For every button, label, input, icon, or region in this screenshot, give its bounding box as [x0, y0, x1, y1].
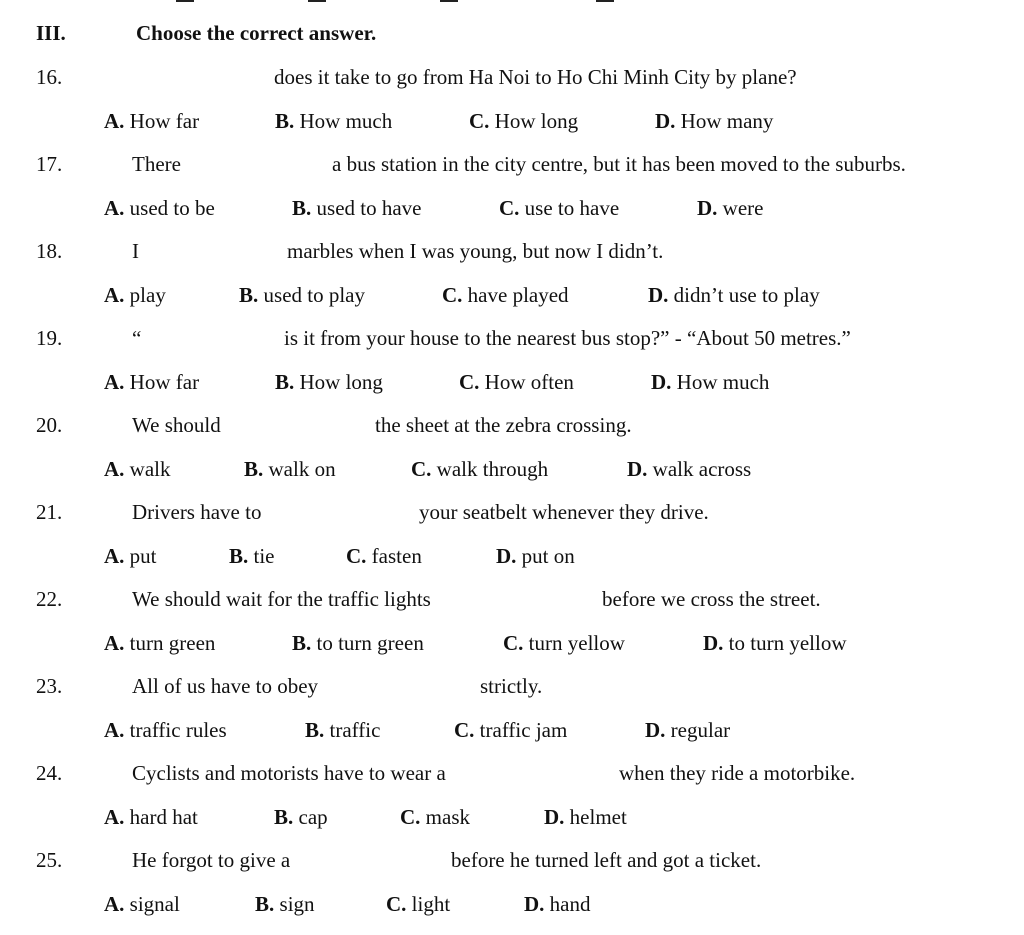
section-title: Choose the correct answer.: [136, 21, 377, 45]
question-22: [0, 587, 1024, 674]
question-text-before-blank: Drivers have to: [132, 500, 262, 524]
question-19: [0, 326, 1024, 413]
question-17: [0, 152, 1024, 239]
question-number: 23.: [36, 674, 63, 698]
option-a[interactable]: A. walk: [104, 457, 171, 481]
section-number: III.: [36, 21, 66, 45]
option-a[interactable]: A. How far: [104, 109, 200, 133]
question-number: 21.: [36, 500, 63, 524]
option-a[interactable]: A. How far: [104, 370, 200, 394]
question-24: [0, 761, 1024, 848]
question-number: 20.: [36, 413, 63, 437]
question-number: 16.: [36, 65, 63, 89]
question-text-before-blank: There: [132, 152, 181, 176]
question-text-after-blank: before he turned left and got a ticket.: [451, 848, 762, 872]
option-a[interactable]: A. signal: [104, 892, 180, 916]
question-stem: [0, 587, 1024, 615]
option-d[interactable]: D. hand: [524, 892, 591, 916]
option-a[interactable]: A. traffic rules: [104, 718, 227, 742]
question-25: [0, 848, 1024, 935]
option-b[interactable]: B. tie: [229, 544, 275, 568]
question-text-after-blank: your seatbelt whenever they drive.: [419, 500, 709, 524]
option-d[interactable]: D. walk across: [627, 457, 752, 481]
options-row: [0, 370, 1024, 398]
cutoff-line: [440, 0, 458, 2]
question-text-after-blank: the sheet at the zebra crossing.: [375, 413, 632, 437]
question-23: [0, 674, 1024, 761]
question-stem: [0, 674, 1024, 702]
section-header: [0, 21, 1024, 49]
option-c[interactable]: C. have played: [442, 283, 569, 307]
option-a[interactable]: A. hard hat: [104, 805, 198, 829]
question-stem: [0, 152, 1024, 180]
options-row: [0, 283, 1024, 311]
question-number: 24.: [36, 761, 63, 785]
question-stem: [0, 239, 1024, 267]
option-a[interactable]: A. put: [104, 544, 157, 568]
cutoff-line: [308, 0, 326, 2]
option-a[interactable]: A. play: [104, 283, 166, 307]
option-c[interactable]: C. light: [386, 892, 451, 916]
option-c[interactable]: C. How long: [469, 109, 579, 133]
question-text-before-blank: All of us have to obey: [132, 674, 319, 698]
question-text-before-blank: He forgot to give a: [132, 848, 291, 872]
option-d[interactable]: D. put on: [496, 544, 575, 568]
question-text-after-blank: when they ride a motorbike.: [619, 761, 856, 785]
options-row: [0, 109, 1024, 137]
question-number: 17.: [36, 152, 63, 176]
question-stem: [0, 65, 1024, 93]
question-text-after-blank: before we cross the street.: [602, 587, 821, 611]
options-row: [0, 805, 1024, 833]
option-c[interactable]: C. How often: [459, 370, 574, 394]
option-c[interactable]: C. fasten: [346, 544, 422, 568]
question-number: 19.: [36, 326, 63, 350]
question-stem: [0, 326, 1024, 354]
cutoff-line: [596, 0, 614, 2]
question-text-after-blank: marbles when I was young, but now I didn’t.: [287, 239, 664, 263]
option-d[interactable]: D. How many: [655, 109, 774, 133]
question-text-before-blank: We should: [132, 413, 221, 437]
options-row: [0, 196, 1024, 224]
question-21: [0, 500, 1024, 587]
option-b[interactable]: B. used to have: [292, 196, 422, 220]
option-b[interactable]: B. sign: [255, 892, 315, 916]
question-text-before-blank: Cyclists and motorists have to wear a: [132, 761, 446, 785]
option-b[interactable]: B. used to play: [239, 283, 365, 307]
options-row: [0, 718, 1024, 746]
options-row: [0, 544, 1024, 572]
question-20: [0, 413, 1024, 500]
option-d[interactable]: D. helmet: [544, 805, 627, 829]
question-stem: [0, 500, 1024, 528]
question-number: 22.: [36, 587, 63, 611]
option-c[interactable]: C. use to have: [499, 196, 620, 220]
option-d[interactable]: D. regular: [645, 718, 731, 742]
question-number: 18.: [36, 239, 63, 263]
option-d[interactable]: D. were: [697, 196, 764, 220]
option-c[interactable]: C. traffic jam: [454, 718, 568, 742]
option-b[interactable]: B. walk on: [244, 457, 336, 481]
option-a[interactable]: A. used to be: [104, 196, 215, 220]
question-stem: [0, 848, 1024, 876]
question-text-after-blank: is it from your house to the nearest bus stop?” - “About 50 metres.”: [284, 326, 851, 350]
question-number: 25.: [36, 848, 63, 872]
question-text-before-blank: I: [132, 239, 139, 263]
option-c[interactable]: C. walk through: [411, 457, 549, 481]
option-c[interactable]: C. mask: [400, 805, 470, 829]
option-b[interactable]: B. traffic: [305, 718, 381, 742]
question-text-before-blank: We should wait for the traffic lights: [132, 587, 431, 611]
option-d[interactable]: D. to turn yellow: [703, 631, 847, 655]
option-b[interactable]: B. to turn green: [292, 631, 424, 655]
option-b[interactable]: B. cap: [274, 805, 328, 829]
option-d[interactable]: D. How much: [651, 370, 770, 394]
options-row: [0, 457, 1024, 485]
question-stem: [0, 413, 1024, 441]
option-b[interactable]: B. How long: [275, 370, 383, 394]
question-16: [0, 65, 1024, 152]
question-text-after-blank: strictly.: [480, 674, 543, 698]
option-d[interactable]: D. didn’t use to play: [648, 283, 820, 307]
question-text-after-blank: a bus station in the city centre, but it has been moved to the suburbs.: [332, 152, 906, 176]
options-row: [0, 892, 1024, 920]
options-row: [0, 631, 1024, 659]
option-b[interactable]: B. How much: [275, 109, 393, 133]
question-text-after-blank: does it take to go from Ha Noi to Ho Chi Minh City by plane?: [274, 65, 797, 89]
question-stem: [0, 761, 1024, 789]
option-a[interactable]: A. turn green: [104, 631, 216, 655]
question-text-before-blank: “: [132, 326, 142, 350]
cutoff-line: [176, 0, 194, 2]
option-c[interactable]: C. turn yellow: [503, 631, 625, 655]
question-18: [0, 239, 1024, 326]
